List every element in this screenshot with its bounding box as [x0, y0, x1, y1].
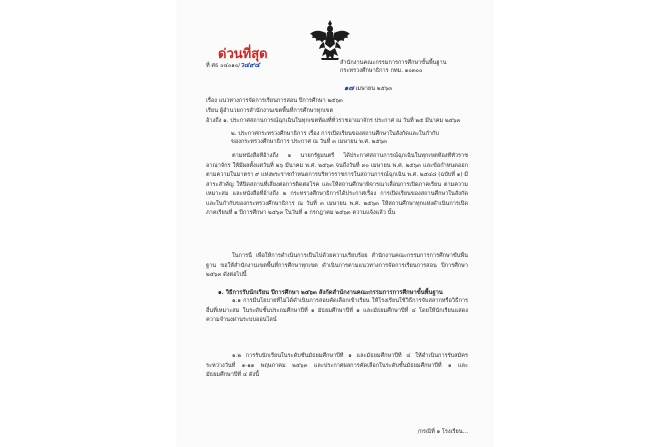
reference-line-1: อ้างถึง ๑. ประกาศสถานการณ์ฉุกเฉินในทุกเขตท้องที่ทั่วราชอาณาจักร ประกาศ ณ วันที่ ๒๕ มีนาคม ๒๕๖๓ — [206, 118, 461, 124]
document-number — [206, 61, 260, 70]
urgency-stamp: ด่วนที่สุด — [218, 47, 268, 62]
document-number-printed: ที่ ศธ ๐๔๐๑๐/ — [206, 63, 241, 69]
reference-line-3: ของกระทรวงศึกษาธิการ ประกาศ ณ วันที่ ๓ เมษายน พ.ศ. ๒๕๖๓ — [231, 139, 387, 145]
document-date — [344, 84, 392, 93]
continuation-note: /กรณีที่ ๑ โรงเรียน... — [417, 429, 468, 435]
paragraph-1-text: ตามหนังสือที่อ้างถึง ๑ นายกรัฐมนตรี ได้ประกาศสถานการณ์ฉุกเฉินในทุกเขตท้องที่ทั่วราชอาณาจักร ให้มีผลตั้งแต่วันที่ ๒๖ มีนาคม พ.ศ. ๒๕๖๓ จนถึงวันที่ ๓๐ เมษายน พ.ศ. ๒๕๖๓ และข้อกำหนดออกตามความในมาตรา ๙ แห่งพระราชกำหนดการบริหารราชการในสถานการณ์ฉุกเฉิน พ.ศ. ๒๕๔๘ (ฉบับที่ ๑) มีสาระสำคัญ ให้ปิดสถานที่เสี่ยงต่อการติดต่อโรค และให้สถานศึกษาพิจารณาเลื่อนการเปิดภาคเรียน ตามความเหมาะสม และหนังสือที่อ้างถึง ๒ กระทรวงศึกษาธิการได้ประกาศเรื่อง การเปิดเรียนของสถานศึกษาในสังกัดและในกำกับของกระทรวงศึกษาธิการ ณ วันที่ ๓ เมษายน พ.ศ. ๒๕๖๓ ให้สถานศึกษาทุกแห่งดำเนินการเปิดภาคเรียนที่ ๑ ปีการศึกษา ๒๕๖๓ ในวันที่ ๑ กรกฎาคม ๒๕๖๓ ความแจ้งแล้ว นั้น — [206, 153, 468, 216]
addressee-line: เรียน ผู้อำนวยการสำนักงานเขตพื้นที่การศึกษาทุกเขต — [206, 108, 334, 114]
date-day-handwritten: ๑๗ — [344, 83, 354, 92]
reference-line-2: ๒. ประกาศกระทรวงศึกษาธิการ เรื่อง การเปิดเรียนของสถานศึกษาในสังกัดและในกำกับ — [231, 131, 439, 137]
body-paragraph-3 — [206, 297, 468, 345]
paragraph-3-text: ๑.๑ การมีนโยบายที่ไม่ได้ดำเนินการสอบคัดเลือกเข้าเรียน ให้โรงเรียนใช้วิธีการจับสลากหรือวิธีการอื่นที่เหมาะสม ในระดับชั้นประถมศึกษาปีที่ ๑ มัธยมศึกษาปีที่ ๑ และมัธยมศึกษาปีที่ ๔ โดยให้นักเรียนแสดงความจำนงผ่านระบบออนไลน์ — [206, 298, 468, 323]
document-number-handwritten: ว๔๙๔ — [240, 60, 260, 69]
garuda-emblem-icon — [308, 18, 352, 64]
section-heading-1: ๑. วิธีการรับนักเรียน ปีการศึกษา ๒๕๖๓ สังกัดสำนักงานคณะกรรมการการศึกษาขั้นพื้นฐาน — [218, 290, 443, 296]
agency-address: กระทรวงศึกษาธิการ กทม. ๑๐๓๐๐ — [340, 68, 423, 74]
body-paragraph-1 — [206, 152, 468, 248]
body-paragraph-4 — [206, 352, 468, 390]
paragraph-2-text: ในการนี้ เพื่อให้การดำเนินการเป็นไปด้วยความเรียบร้อย สำนักงานคณะกรรมการการศึกษาขั้นพื้นฐาน ขอให้สำนักงานเขตพื้นที่การศึกษาทุกเขต ดำเนินการตามแนวทางการจัดการเรียนการสอน ปีการศึกษา ๒๕๖๓ ดังต่อไปนี้ — [206, 253, 468, 278]
date-month-year: เมษายน ๒๕๖๓ — [355, 86, 393, 92]
paragraph-4-text: ๑.๒ การรับนักเรียนในระดับชั้นมัธยมศึกษาปีที่ ๑ และมัธยมศึกษาปีที่ ๔ ให้ดำเนินการรับสมัคร ระหว่างวันที่ ๑-๑๑ พฤษภาคม ๒๕๖๓ และประกาศผลการคัดเลือกในระดับชั้นมัธยมศึกษาปีที่ ๑ และมัธยมศึกษาปีที่ ๔ ดังนี้ — [206, 353, 468, 378]
subject-line: เรื่อง แนวทางการจัดการเรียนการสอน ปีการศึกษา ๒๕๖๓ — [206, 98, 343, 104]
issuing-agency — [340, 59, 447, 75]
document-page — [178, 0, 492, 447]
body-paragraph-2 — [206, 252, 468, 280]
agency-name: สำนักงานคณะกรรมการการศึกษาขั้นพื้นฐาน — [340, 60, 447, 66]
